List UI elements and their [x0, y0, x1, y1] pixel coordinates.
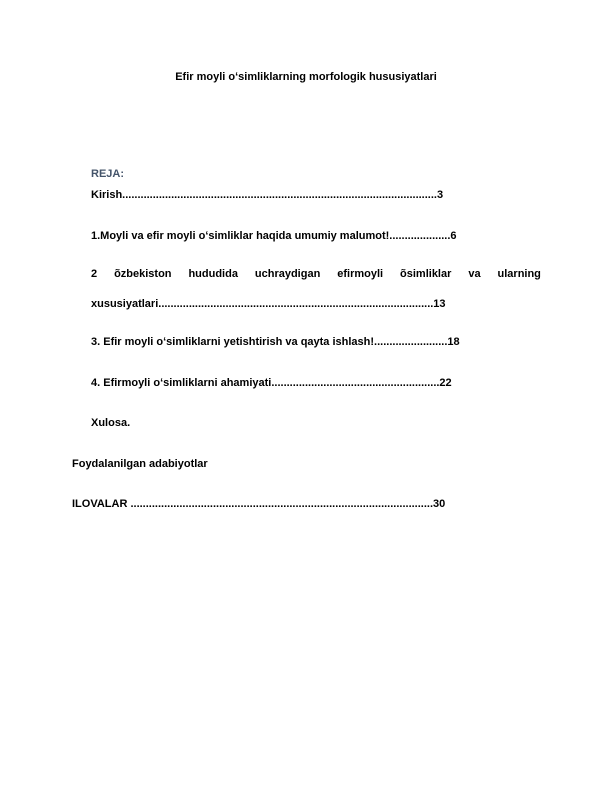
toc-entry-1: 1.Moyli va efir moyli oʻsimliklar haqida umumiy malumot!....................6	[91, 230, 457, 242]
toc-word: va	[468, 268, 481, 280]
toc-entry-2-line2: xususiyatlari..........................................................................................13	[91, 298, 446, 310]
toc-word: õsimliklar	[400, 268, 452, 280]
reja-heading: REJA:	[91, 168, 125, 180]
toc-entry-2-line1	[91, 268, 541, 280]
toc-word: uchraydigan	[254, 268, 321, 280]
toc-word: 2	[91, 268, 98, 280]
document-title: Efir moyli oʻsimliklarning morfologik hususiyatlari	[175, 71, 437, 83]
toc-entry-xulosa: Xulosa.	[91, 417, 131, 429]
toc-entry-4: 4. Efirmoyli oʻsimliklarni ahamiyati.......................................................22	[91, 377, 452, 389]
toc-word: ularning	[497, 268, 541, 280]
toc-entry-kirish: Kirish.......................................................................................................3	[91, 189, 444, 201]
toc-word: hududida	[188, 268, 238, 280]
toc-entry-3: 3. Efir moyli oʻsimliklarni yetishtirish va qayta ishlash!........................18	[91, 336, 460, 348]
toc-entry-ilovalar: ILOVALAR ...................................................................................................30	[72, 498, 446, 510]
toc-word: efirmoyli	[337, 268, 384, 280]
toc-entry-adabiyotlar: Foydalanilgan adabiyotlar	[72, 458, 208, 470]
toc-word: õzbekiston	[114, 268, 172, 280]
